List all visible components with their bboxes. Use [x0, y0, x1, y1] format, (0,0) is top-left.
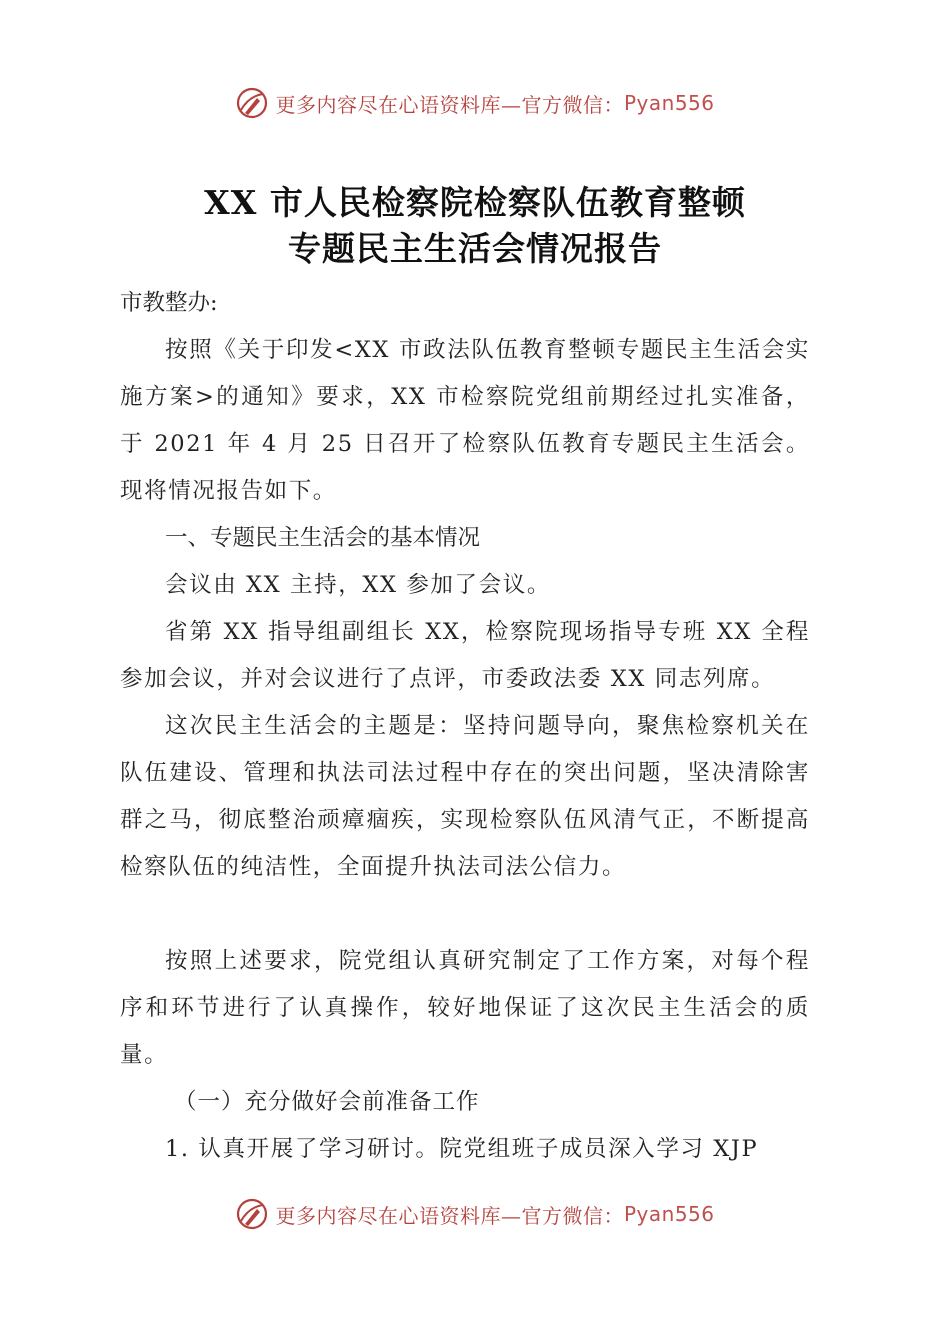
paragraph-host: 会议由 XX 主持，XX 参加了会议。: [165, 572, 551, 598]
section-heading-1: 一、专题民主生活会的基本情况: [165, 525, 481, 551]
paragraph-study: 1. 认真开展了学习研讨。院党组班子成员深入学习 XJP: [165, 1136, 759, 1162]
document-title-line1: XX 市人民检察院检察队伍教育整顿: [204, 183, 746, 222]
paragraph-requirements: 按照上述要求，院党组认真研究制定了工作方案，对每个程序和环节进行了认真操作，较好地保证了这次民主生活会的质量。: [120, 948, 810, 1068]
watermark-banner-top: [0, 86, 950, 120]
paragraph-intro: 按照《关于印发<XX 市政法队伍教育整顿专题民主生活会实施方案>的通知》要求，XX 市检察院党组前期经过扎实准备，于 2021 年 4 月 25 日召开了检察队伍教育专题民主生活会。现将情况报告如下。: [120, 337, 810, 504]
watermark-banner-bottom: [0, 1197, 950, 1231]
banner-text: 更多内容尽在心语资料库—官方微信：: [275, 1203, 624, 1228]
paragraph-theme: 这次民主生活会的主题是：坚持问题导向，聚焦检察机关在队伍建设、管理和执法司法过程中存在的突出问题，坚决清除害群之马，彻底整治顽瘴痼疾，实现检察队伍风清气正，不断提高检察队伍的纯洁性，全面提升执法司法公信力。: [120, 713, 810, 880]
document-title-line2: 专题民主生活会情况报告: [288, 229, 662, 268]
banner-wechat-id: Pyan556: [623, 91, 715, 115]
pen-logo-icon: [235, 1197, 269, 1231]
subsection-heading-1: （一）充分做好会前准备工作: [174, 1089, 480, 1115]
pen-logo-icon: [235, 86, 269, 120]
banner-wechat-id: Pyan556: [623, 1202, 715, 1226]
paragraph-spacer: [120, 891, 810, 938]
banner-text: 更多内容尽在心语资料库—官方微信：: [275, 92, 624, 117]
paragraph-attendees: 省第 XX 指导组副组长 XX，检察院现场指导专班 XX 全程参加会议，并对会议进行了点评，市委政法委 XX 同志列席。: [120, 619, 810, 692]
salutation: 市教整办:: [120, 290, 218, 316]
document-body: [120, 280, 810, 1173]
